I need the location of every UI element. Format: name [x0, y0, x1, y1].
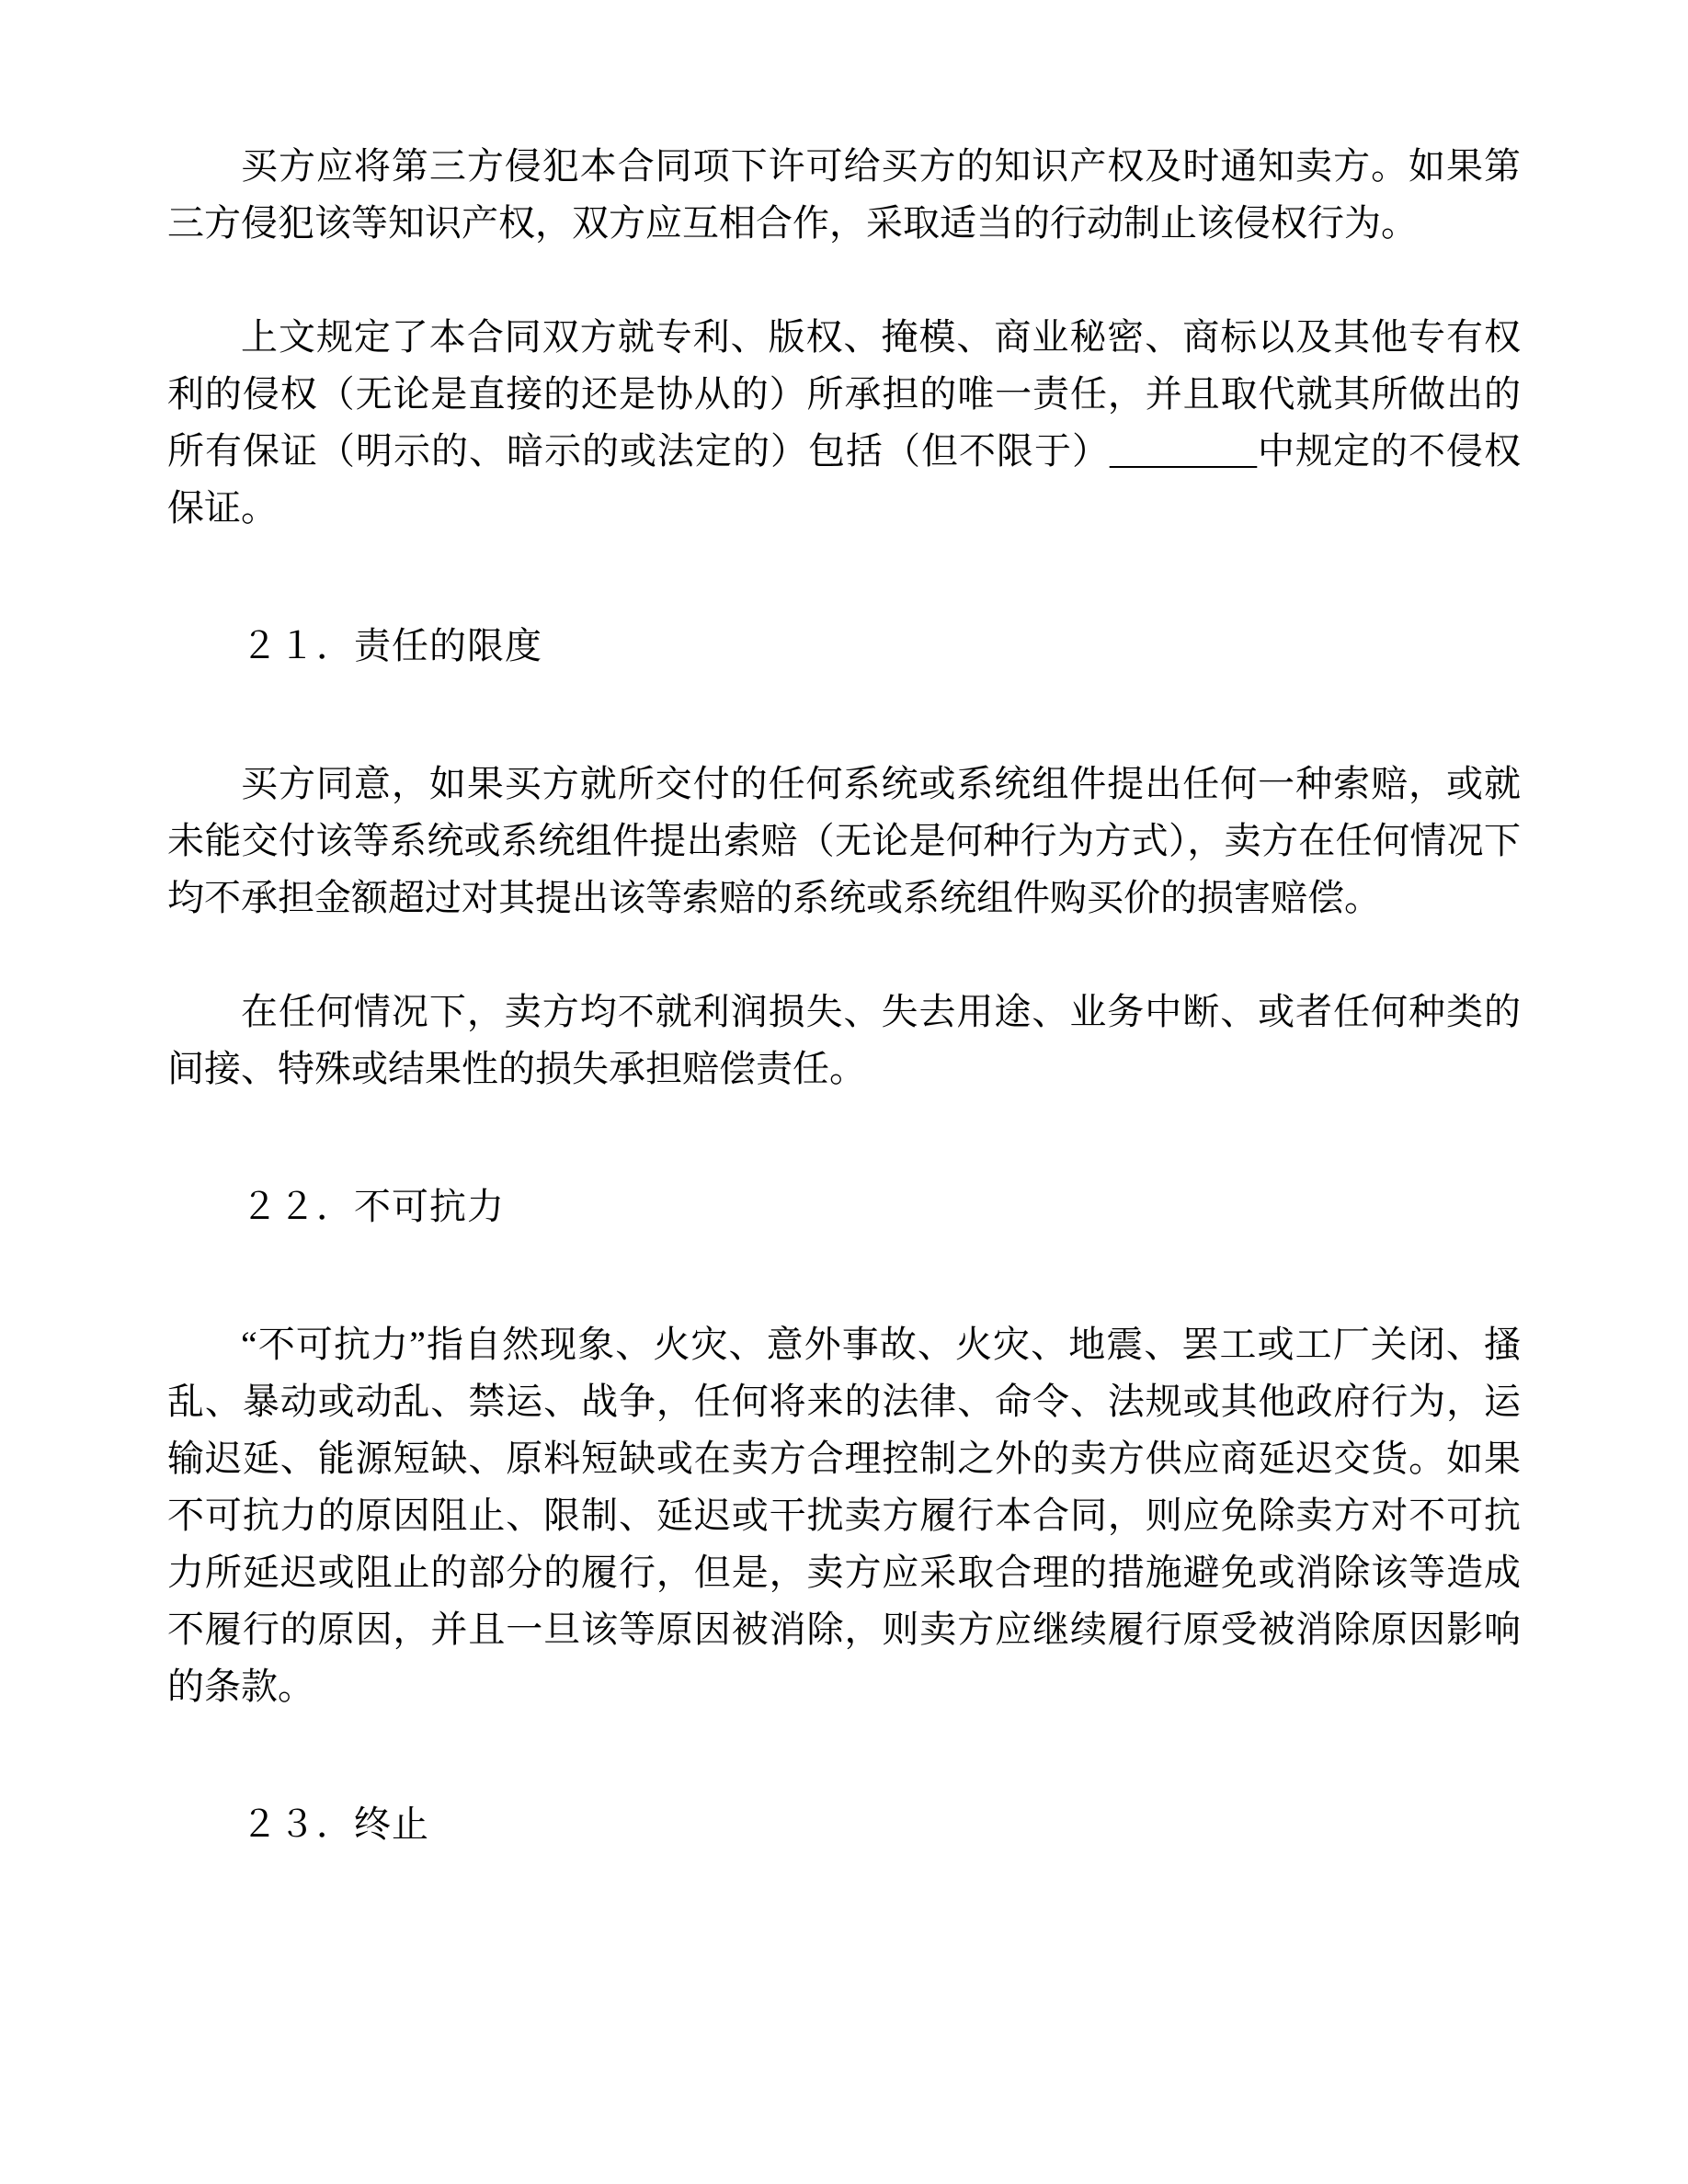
- section-heading-23-termination: ２３．终止: [241, 1803, 429, 1845]
- section-heading-22-force-majeure: ２２．不可抗力: [241, 1186, 505, 1227]
- paragraph-sole-liability-warranty: 上文规定了本合同双方就专利、版权、掩模、商业秘密、商标以及其他专有权利的侵权（无论是直接的还是协从的）所承担的唯一责任，并且取代就其所做出的所有保证（明示的、暗示的或法定的）包括（但不限于）________中规定的不侵权保证。: [167, 316, 1521, 529]
- paragraph-force-majeure-definition: “不可抗力”指自然现象、火灾、意外事故、火灾、地震、罢工或工厂关闭、搔乱、暴动或动乱、禁运、战争，任何将来的法律、命令、法规或其他政府行为，运输迟延、能源短缺、原料短缺或在卖方合理控制之外的卖方供应商延迟交货。如果不可抗力的原因阻止、限制、延迟或干扰卖方履行本合同，则应免除卖方对不可抗力所延迟或阻止的部分的履行，但是，卖方应采取合理的措施避免或消除该等造成不履行的原因，并且一旦该等原因被消除，则卖方应继续履行原受被消除原因影响的条款。: [167, 1324, 1521, 1707]
- paragraph-ip-infringement-notice: 买方应将第三方侵犯本合同项下许可给买方的知识产权及时通知卖方。如果第三方侵犯该等知识产权，双方应互相合作，采取适当的行动制止该侵权行为。: [167, 145, 1521, 244]
- section-heading-21-limit-of-liability: ２１．责任的限度: [241, 625, 542, 666]
- paragraph-liability-limit: 买方同意，如果买方就所交付的任何系统或系统组件提出任何一种索赔，或就未能交付该等系统或系统组件提出索赔（无论是何种行为方式），卖方在任何情况下均不承担金额超过对其提出该等索赔的系统或系统组件购买价的损害赔偿。: [167, 763, 1521, 918]
- paragraph-consequential-loss-exclusion: 在任何情况下，卖方均不就利润损失、失去用途、业务中断、或者任何种类的间接、特殊或结果性的损失承担赔偿责任。: [167, 991, 1521, 1089]
